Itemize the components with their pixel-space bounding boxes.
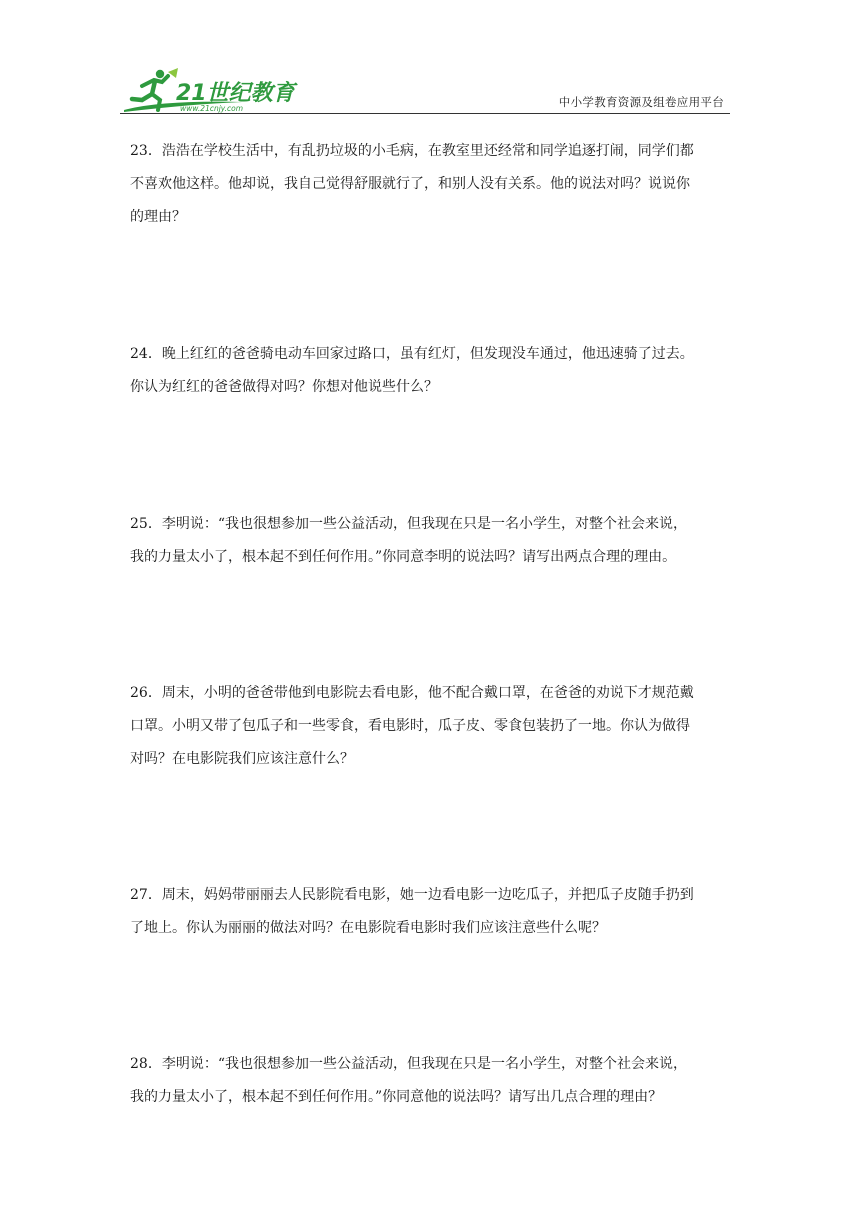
question-25 — [130, 508, 730, 574]
question-24 — [130, 338, 730, 404]
page-header — [120, 66, 730, 116]
runner-logo-icon — [122, 66, 302, 116]
question-line: 了地上。你认为丽丽的做法对吗？在电影院看电影时我们应该注意些什么呢？ — [130, 920, 606, 936]
question-line: 对吗？在电影院我们应该注意什么？ — [130, 751, 354, 767]
question-line: 25．李明说：“我也很想参加一些公益活动，但我现在只是一名小学生，对整个社会来说， — [130, 516, 687, 532]
logo-text: 21世纪教育 — [176, 81, 295, 106]
logo-url-text: www.21cnjy.com — [180, 104, 244, 113]
question-line: 你认为红红的爸爸做得对吗？你想对他说些什么？ — [130, 379, 438, 395]
question-23 — [130, 135, 730, 234]
question-line: 23．浩浩在学校生活中，有乱扔垃圾的小毛病，在教室里还经常和同学追逐打闹，同学们都 — [130, 143, 694, 159]
question-line: 我的力量太小了，根本起不到任何作用。”你同意他的说法吗？请写出几点合理的理由？ — [130, 1089, 663, 1105]
question-28 — [130, 1048, 730, 1114]
site-logo — [122, 66, 302, 116]
question-line: 我的力量太小了，根本起不到任何作用。”你同意李明的说法吗？请写出两点合理的理由。 — [130, 549, 677, 565]
question-line: 的理由？ — [130, 209, 186, 225]
question-26 — [130, 677, 730, 776]
question-line: 28．李明说：“我也很想参加一些公益活动，但我现在只是一名小学生，对整个社会来说， — [130, 1056, 687, 1072]
question-line: 26．周末，小明的爸爸带他到电影院去看电影，他不配合戴口罩，在爸爸的劝说下才规范戴 — [130, 685, 694, 701]
question-line: 口罩。小明又带了包瓜子和一些零食，看电影时，瓜子皮、零食包装扔了一地。你认为做得 — [130, 718, 690, 734]
question-27 — [130, 879, 730, 945]
question-line: 不喜欢他这样。他却说，我自己觉得舒服就行了，和别人没有关系。他的说法对吗？说说你 — [130, 176, 690, 192]
question-line: 24．晚上红红的爸爸骑电动车回家过路口，虽有红灯，但发现没车通过，他迅速骑了过去。 — [130, 346, 694, 362]
platform-label: 中小学教育资源及组卷应用平台 — [558, 95, 724, 109]
question-line: 27．周末，妈妈带丽丽去人民影院看电影，她一边看电影一边吃瓜子，并把瓜子皮随手扔到 — [130, 887, 694, 903]
header-divider — [120, 113, 730, 114]
